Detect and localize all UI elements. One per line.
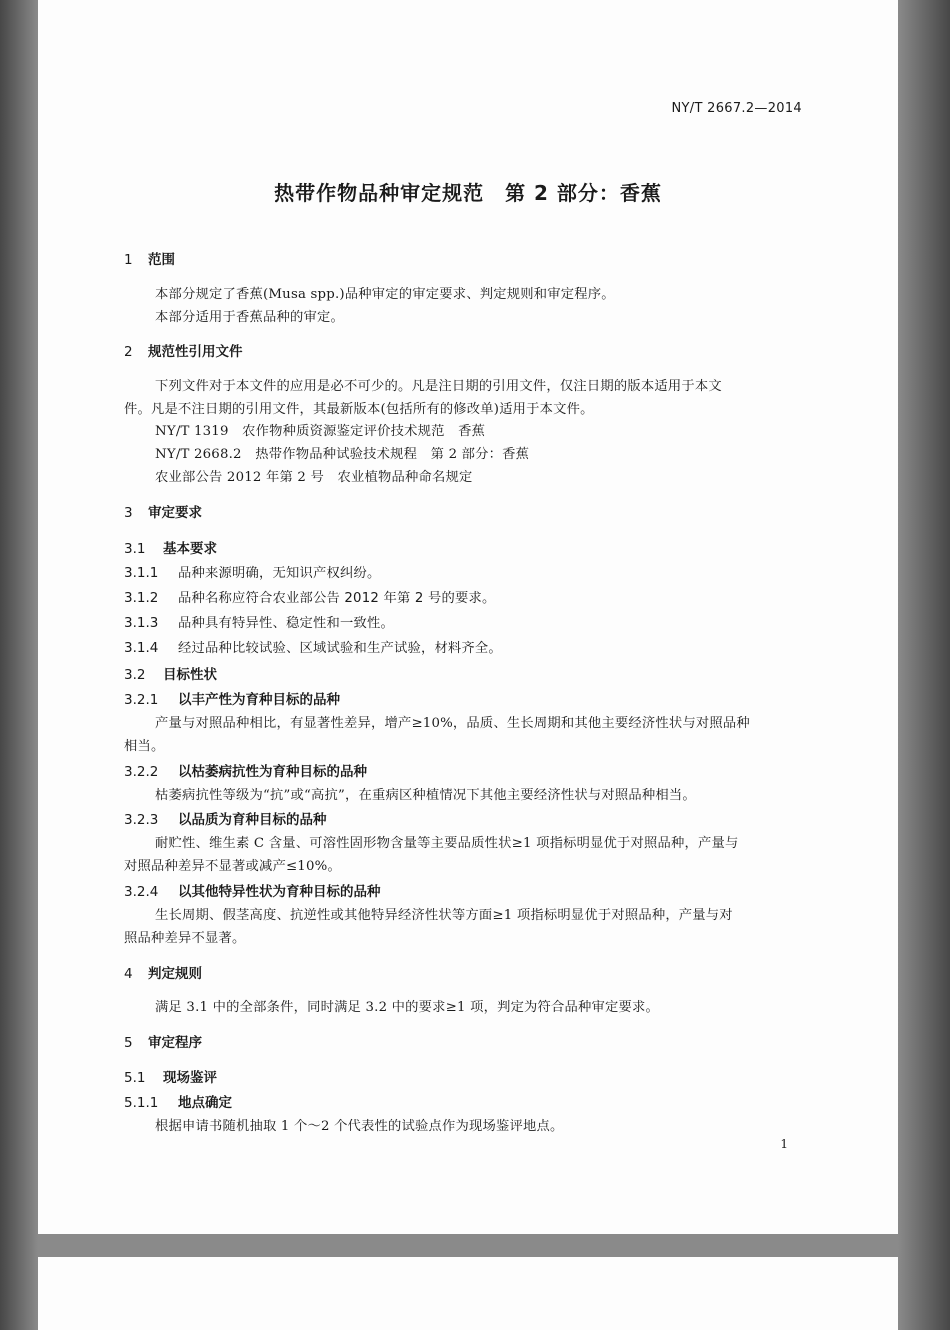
paragraph: 产量与对照品种相比，有显著性差异，增产≥10%，品质、生长周期和其他主要经济性状与对照品种 (155, 716, 750, 731)
section-5-1-1-heading: 5.1.1 地点确定 (124, 1095, 232, 1111)
paragraph: 相当。 (124, 739, 165, 754)
paragraph: 根据申请书随机抽取 1 个～2 个代表性的试验点作为现场鉴评地点。 (155, 1119, 564, 1134)
paragraph: 件。凡是不注日期的引用文件，其最新版本(包括所有的修改单)适用于本文件。 (124, 402, 594, 417)
reference-item: NY/T 2668.2 热带作物品种试验技术规程 第 2 部分：香蕉 (155, 447, 530, 462)
paragraph: 本部分规定了香蕉(Musa spp.)品种审定的审定要求、判定规则和审定程序。 (155, 287, 615, 302)
paragraph: 照品种差异不显著。 (124, 931, 246, 946)
next-document-page (38, 1257, 898, 1330)
section-3-2-heading: 3.2 目标性状 (124, 667, 217, 683)
section-5-1-heading: 5.1 现场鉴评 (124, 1070, 217, 1086)
section-3-1-heading: 3.1 基本要求 (124, 541, 217, 557)
section-3-2-4-heading: 3.2.4 以其他特异性状为育种目标的品种 (124, 884, 381, 900)
reference-item: 农业部公告 2012 年第 2 号 农业植物品种命名规定 (155, 470, 473, 485)
document-page (38, 0, 898, 1234)
page-number: 1 (780, 1137, 788, 1151)
paragraph: 满足 3.1 中的全部条件，同时满足 3.2 中的要求≥1 项，判定为符合品种审定要求。 (155, 1000, 660, 1015)
reference-item: NY/T 1319 农作物种质资源鉴定评价技术规范 香蕉 (155, 424, 486, 439)
paragraph: 对照品种差异不显著或减产≤10%。 (124, 859, 341, 874)
paragraph: 枯萎病抗性等级为“抗”或“高抗”，在重病区种植情况下其他主要经济性状与对照品种相当。 (155, 788, 696, 803)
section-3-2-2-heading: 3.2.2 以枯萎病抗性为育种目标的品种 (124, 764, 367, 780)
paragraph: 耐贮性、维生素 C 含量、可溶性固形物含量等主要品质性状≥1 项指标明显优于对照品种，产量与 (155, 836, 739, 851)
section-1-heading: 1 范围 (124, 252, 175, 268)
section-4-heading: 4 判定规则 (124, 966, 202, 982)
section-3-heading: 3 审定要求 (124, 505, 202, 521)
standard-number: NY/T 2667.2—2014 (671, 101, 802, 116)
clause-3-1-2: 3.1.2 品种名称应符合农业部公告 2012 年第 2 号的要求。 (124, 590, 496, 606)
clause-3-1-4: 3.1.4 经过品种比较试验、区域试验和生产试验，材料齐全。 (124, 640, 502, 656)
clause-3-1-3: 3.1.3 品种具有特异性、稳定性和一致性。 (124, 615, 394, 631)
clause-3-1-1: 3.1.1 品种来源明确，无知识产权纠纷。 (124, 565, 381, 581)
paragraph: 生长周期、假茎高度、抗逆性或其他特异经济性状等方面≥1 项指标明显优于对照品种，产量与对 (155, 908, 733, 923)
section-3-2-3-heading: 3.2.3 以品质为育种目标的品种 (124, 812, 327, 828)
section-3-2-1-heading: 3.2.1 以丰产性为育种目标的品种 (124, 692, 340, 708)
section-5-heading: 5 审定程序 (124, 1035, 202, 1051)
section-2-heading: 2 规范性引用文件 (124, 344, 243, 360)
document-title: 热带作物品种审定规范 第 2 部分：香蕉 (274, 181, 662, 205)
paragraph: 下列文件对于本文件的应用是必不可少的。凡是注日期的引用文件，仅注日期的版本适用于本文 (155, 379, 722, 394)
paragraph: 本部分适用于香蕉品种的审定。 (155, 310, 344, 325)
